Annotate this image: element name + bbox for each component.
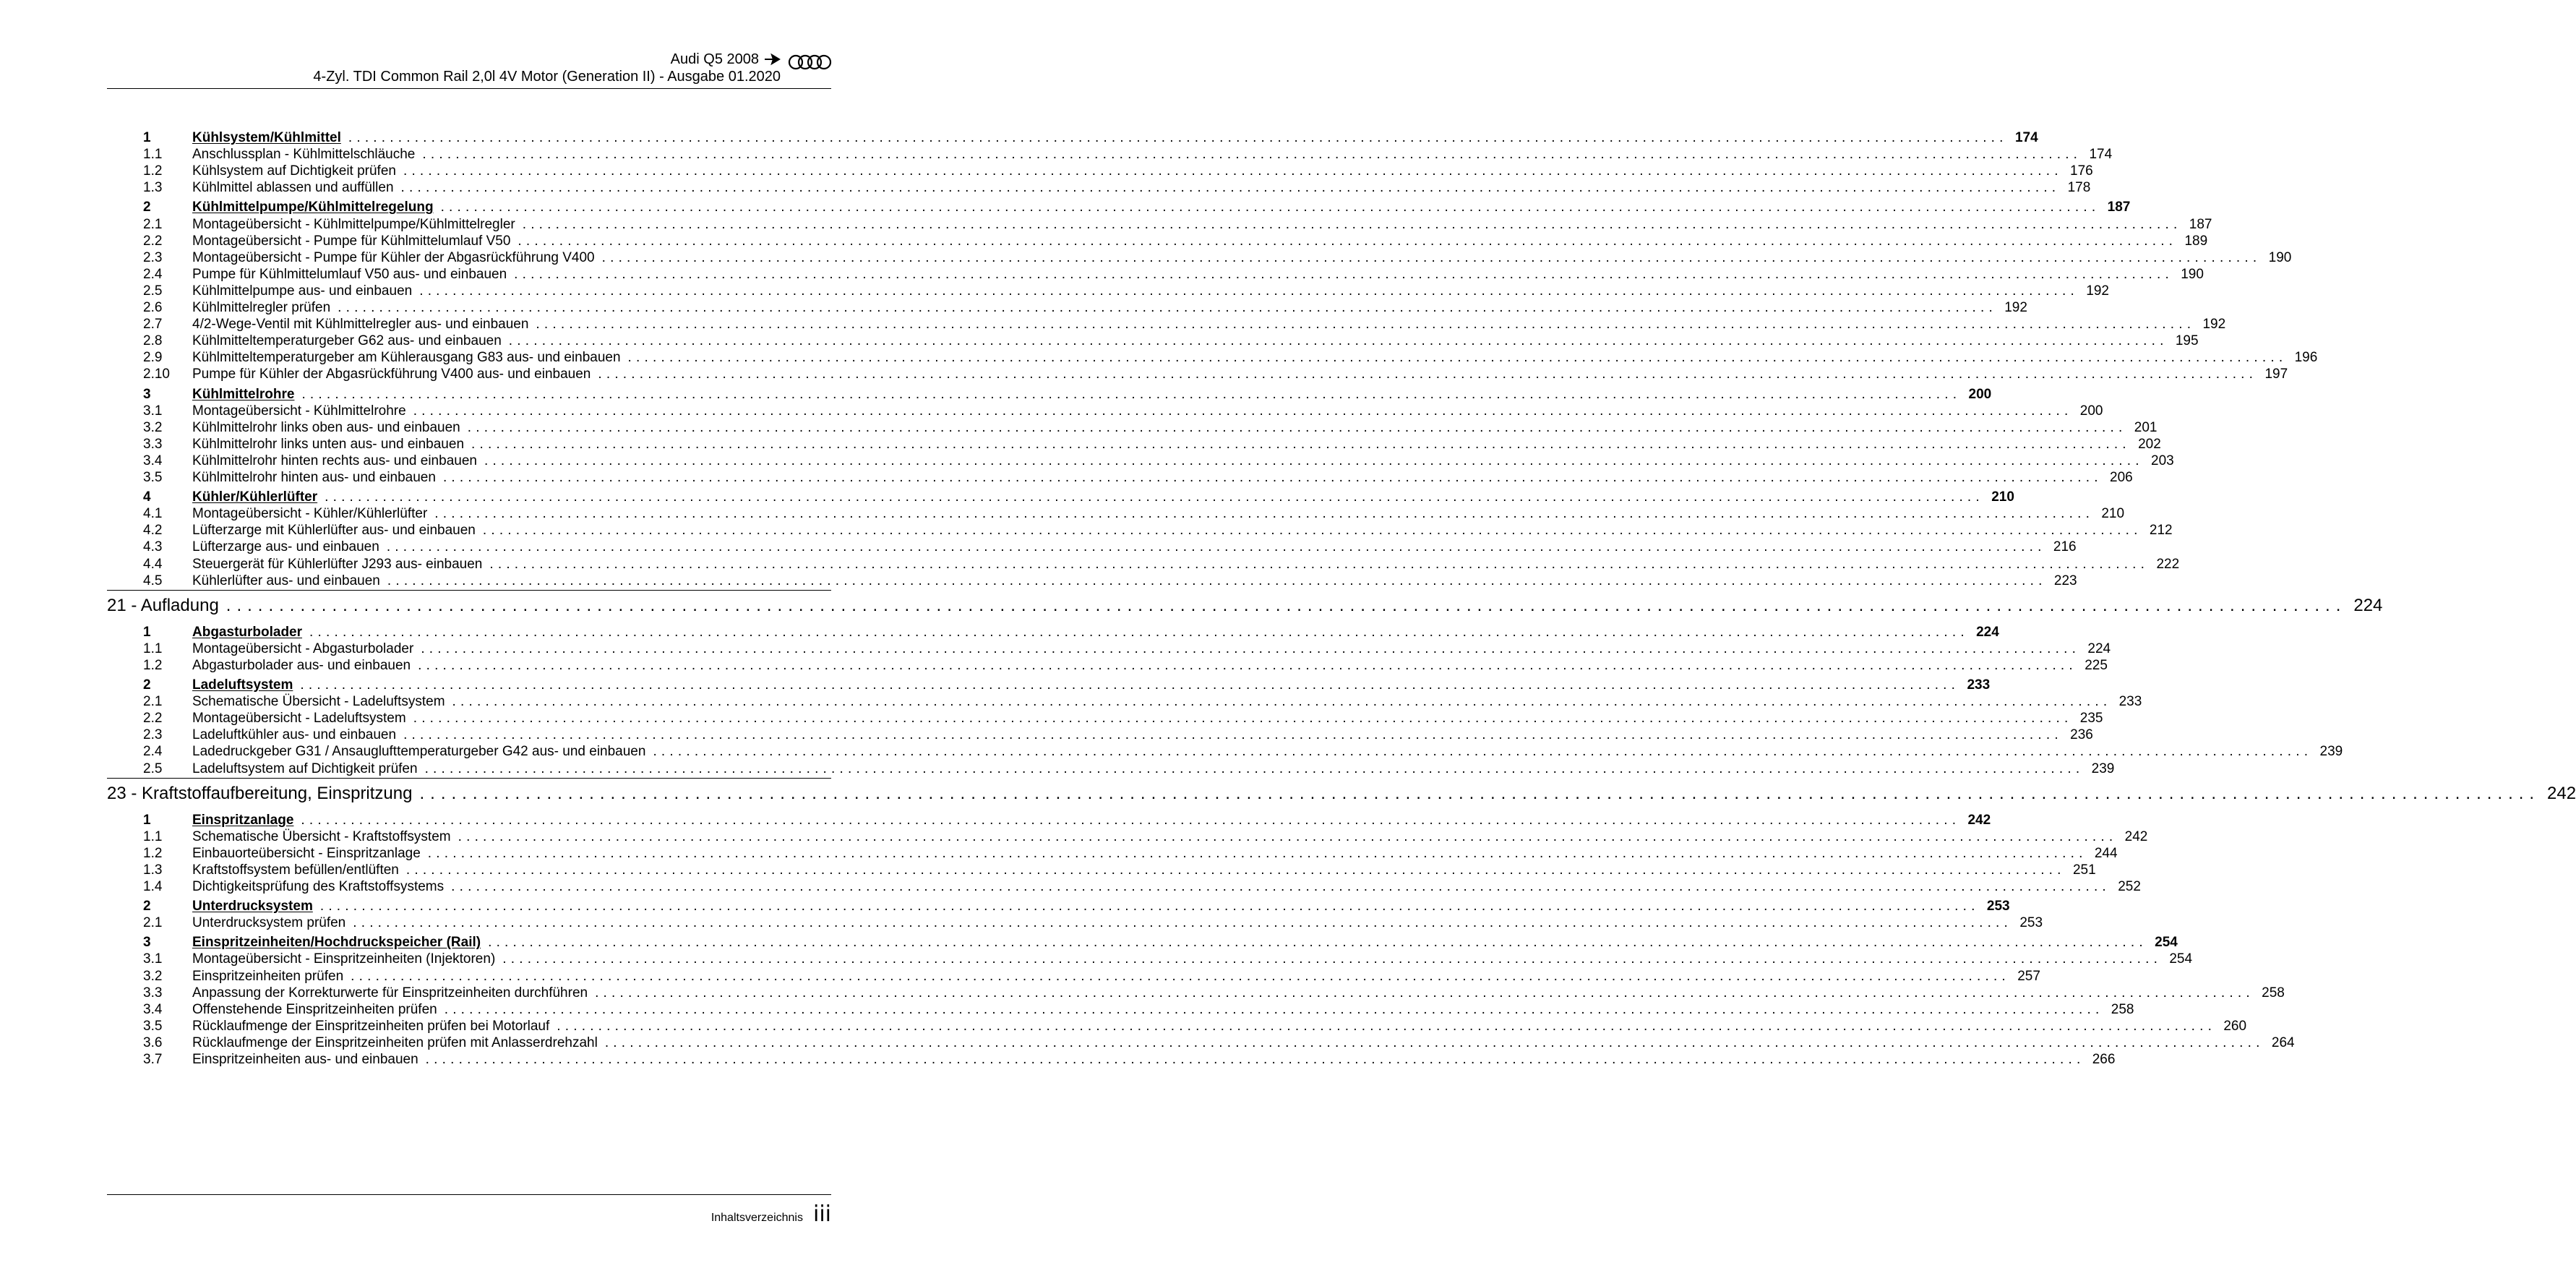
toc-number: 4 [143, 489, 151, 505]
toc-number: 3.5 [143, 470, 163, 485]
toc-entry[interactable] [0, 538, 2077, 557]
toc-number: 3.3 [143, 985, 163, 1001]
toc-title: Lüfterzarge mit Kühlerlüfter aus- und einbauen [192, 523, 476, 539]
toc-leader-dots: ........................................................................................................................................................................................................ [627, 350, 2288, 366]
toc-section[interactable] [0, 897, 2010, 916]
toc-section[interactable] [0, 198, 2131, 217]
toc-page-number: 178 [2067, 180, 2091, 196]
toc-entry[interactable] [0, 521, 2173, 540]
toc-page-number: 254 [2169, 951, 2193, 967]
toc-title: Kühlmittelregler prüfen [192, 300, 331, 315]
toc-title: Kühlmittelpumpe aus- und einbauen [192, 283, 413, 299]
toc-page-number: 192 [2086, 283, 2109, 299]
toc-number: 4.1 [143, 506, 163, 522]
chapter-divider [107, 778, 831, 779]
toc-number: 1.3 [143, 862, 163, 878]
toc-entry[interactable] [0, 878, 2141, 896]
toc-leader-dots: ........................................................................................................................................................................................................ [325, 489, 1984, 505]
toc-leader-dots: ........................................................................................................................................................................................................ [536, 317, 2196, 333]
toc-section[interactable] [0, 623, 1999, 642]
toc-title: Schematische Übersicht - Kraftstoffsystem [192, 828, 451, 844]
toc-page-number: 189 [2184, 233, 2208, 249]
toc-entry[interactable] [0, 950, 2193, 969]
toc-leader-dots: ........................................................................................................................................................................................................ [451, 879, 2111, 894]
toc-entry[interactable] [0, 265, 2204, 284]
toc-leader-dots: ........................................................................................................................................................................................................ [653, 744, 2313, 760]
toc-number: 2.5 [143, 283, 163, 299]
toc-entry[interactable] [0, 828, 2148, 847]
toc-leader-dots: ........................................................................................................................................................................................................ [400, 180, 2061, 196]
toc-leader-dots: ........................................................................................................................................................................................................ [471, 436, 2131, 452]
toc-leader-dots: ........................................................................................................................................................................................................ [348, 130, 2008, 145]
toc-title: Montageübersicht - Kühlmittelrohre [192, 403, 406, 419]
toc-title: Anpassung der Korrekturwerte für Einspritzeinheiten durchführen [192, 985, 588, 1001]
toc-number: 1.2 [143, 657, 163, 673]
toc-leader-dots: ........................................................................................................................................................................................................ [601, 249, 2262, 265]
toc-section[interactable] [0, 488, 2014, 507]
toc-title: Kühlsystem/Kühlmittel [192, 130, 341, 145]
toc-leader-dots: ........................................................................................................................................................................................................ [458, 828, 2118, 844]
toc-leader-dots: ........................................................................................................................................................................................................ [424, 761, 2085, 776]
toc-page-number: 201 [2134, 419, 2158, 435]
toc-page-number: 203 [2151, 453, 2174, 468]
toc-page-number: 242 [2547, 783, 2576, 803]
toc-entry[interactable] [0, 468, 2133, 487]
toc-entry[interactable] [0, 1034, 2295, 1053]
toc-section[interactable] [0, 385, 1992, 404]
toc-number: 3.1 [143, 951, 163, 967]
toc-title: Montageübersicht - Pumpe für Kühler der Abgasrückführung V400 [192, 249, 595, 265]
toc-leader-dots: ........................................................................................................................................................................................................ [386, 539, 2046, 555]
toc-title: Montageübersicht - Kühler/Kühlerlüfter [192, 506, 428, 522]
toc-leader-dots: ........................................................................................................................................................................................................ [452, 694, 2112, 710]
toc-page-number: 190 [2181, 266, 2204, 282]
toc-number: 3.5 [143, 1018, 163, 1034]
toc-entry[interactable] [0, 967, 2040, 986]
toc-entry[interactable] [0, 1050, 2116, 1069]
toc-title: Offenstehende Einspritzeinheiten prüfen [192, 1001, 437, 1017]
toc-page-number: 260 [2223, 1018, 2247, 1034]
toc-entry[interactable] [0, 844, 2118, 863]
toc-leader-dots: ........................................................................................................................................................................................................ [419, 783, 2541, 803]
toc-entry[interactable] [0, 914, 2043, 933]
toc-title: Kühlmittelrohr links oben aus- und einbauen [192, 419, 460, 435]
toc-title: Anschlussplan - Kühlmittelschläuche [192, 147, 416, 163]
toc-page-number: 174 [2014, 130, 2038, 145]
toc-number: 2.5 [143, 761, 163, 776]
footer-divider [107, 1194, 831, 1195]
toc-entry[interactable] [0, 572, 2077, 591]
toc-title: Montageübersicht - Abgasturbolader [192, 641, 414, 656]
toc-number: 2.6 [143, 300, 163, 315]
toc-number: 2.1 [143, 694, 163, 710]
toc-title: Kühlmittel ablassen und auffüllen [192, 180, 394, 196]
toc-title: Kühlmittelrohr hinten aus- und einbauen [192, 470, 436, 485]
toc-title: Ladeluftkühler aus- und einbauen [192, 727, 397, 743]
toc-title: Kraftstoffsystem befüllen/entlüften [192, 862, 399, 878]
toc-leader-dots: ........................................................................................................................................................................................................ [425, 1052, 2085, 1067]
toc-leader-dots: ........................................................................................................................................................................................................ [413, 403, 2073, 419]
toc-number: 1.2 [143, 845, 163, 861]
toc-number: 2.1 [143, 915, 163, 931]
toc-page-number: 224 [2087, 641, 2111, 656]
toc-title: Ladeluftsystem auf Dichtigkeit prüfen [192, 761, 418, 776]
footer-label: Inhaltsverzeichnis [710, 1212, 803, 1224]
toc-number: 1 [143, 130, 151, 145]
toc-leader-dots: ........................................................................................................................................................................................................ [421, 641, 2081, 656]
toc-number: 1.1 [143, 147, 163, 163]
toc-page-number: 200 [2079, 403, 2103, 419]
toc-number: 3.4 [143, 1001, 163, 1017]
toc-leader-dots: ........................................................................................................................................................................................................ [301, 812, 1961, 828]
toc-leader-dots: ........................................................................................................................................................................................................ [422, 147, 2082, 163]
toc-title: Unterdrucksystem prüfen [192, 915, 346, 931]
toc-page-number: 252 [2118, 879, 2141, 894]
toc-title: Pumpe für Kühler der Abgasrückführung V400 aus- und einbauen [192, 367, 591, 382]
toc-leader-dots: ........................................................................................................................................................................................................ [442, 470, 2103, 485]
toc-title: 21 - Aufladung [107, 595, 219, 615]
toc-leader-dots: ........................................................................................................................................................................................................ [518, 233, 2178, 249]
toc-leader-dots: ........................................................................................................................................................................................................ [489, 556, 2150, 572]
toc-number: 3.4 [143, 453, 163, 468]
toc-page-number: 176 [2070, 163, 2093, 179]
toc-page-number: 244 [2094, 845, 2118, 861]
toc-title: Einspritzeinheiten prüfen [192, 968, 344, 984]
toc-entry[interactable] [0, 452, 2174, 471]
toc-page-number: 192 [2004, 300, 2027, 315]
toc-title: Pumpe für Kühlmittelumlauf V50 aus- und einbauen [192, 266, 507, 282]
toc-entry[interactable] [0, 299, 2027, 317]
toc-leader-dots: ........................................................................................................................................................................................................ [514, 266, 2173, 282]
toc-title: Einbauorteübersicht - Einspritzanlage [192, 845, 421, 861]
toc-leader-dots: ........................................................................................................................................................................................................ [300, 677, 1960, 693]
toc-page-number: 257 [2017, 968, 2040, 984]
toc-page-number: 253 [1986, 899, 2010, 914]
toc-entry[interactable] [0, 555, 2180, 574]
toc-leader-dots: ........................................................................................................................................................................................................ [309, 624, 1969, 640]
toc-entry[interactable] [0, 656, 2108, 675]
toc-entry[interactable] [0, 435, 2161, 454]
toc-entry[interactable] [0, 162, 2093, 181]
toc-page-number: 187 [2107, 200, 2131, 215]
toc-title: Ladedruckgeber G31 / Ansauglufttemperaturgeber G42 aus- und einbauen [192, 744, 646, 760]
toc-number: 3.6 [143, 1034, 163, 1050]
header-subtitle: 4-Zyl. TDI Common Rail 2,0l 4V Motor (Generation II) - Ausgabe 01.2020 [313, 69, 781, 85]
header-model: Audi Q5 2008 [670, 51, 759, 67]
toc-leader-dots: ........................................................................................................................................................................................................ [484, 453, 2144, 468]
toc-number: 4.5 [143, 573, 163, 588]
toc-page-number: 258 [2262, 985, 2285, 1001]
toc-title: Rücklaufmenge der Einspritzeinheiten prüfen bei Motorlauf [192, 1018, 550, 1034]
toc-number: 4.2 [143, 523, 163, 539]
toc-title: Kühlmittelpumpe/Kühlmittelregelung [192, 200, 434, 215]
toc-page-number: 212 [2149, 523, 2173, 539]
toc-section[interactable] [0, 676, 1991, 695]
toc-number: 2.2 [143, 233, 163, 249]
toc-leader-dots: ........................................................................................................................................................................................................ [444, 1001, 2104, 1017]
toc-number: 2 [143, 200, 151, 215]
toc-title: Kühlsystem auf Dichtigkeit prüfen [192, 163, 396, 179]
toc-leader-dots: ........................................................................................................................................................................................................ [502, 951, 2163, 967]
toc-page-number: 264 [2271, 1034, 2295, 1050]
toc-leader-dots: ........................................................................................................................................................................................................ [419, 283, 2079, 299]
toc-title: Kühlmittelrohre [192, 386, 295, 402]
toc-title: 4/2-Wege-Ventil mit Kühlmittelregler aus- und einbauen [192, 317, 529, 333]
toc-leader-dots: ........................................................................................................................................................................................................ [403, 163, 2063, 179]
toc-title: Kühlmittelrohr hinten rechts aus- und einbauen [192, 453, 477, 468]
toc-number: 4.3 [143, 539, 163, 555]
toc-number: 3.3 [143, 436, 163, 452]
toc-number: 1 [143, 624, 151, 640]
toc-leader-dots: ........................................................................................................................................................................................................ [488, 935, 2147, 951]
toc-leader-dots: ........................................................................................................................................................................................................ [403, 727, 2063, 743]
toc-entry[interactable] [0, 315, 2226, 334]
toc-leader-dots: ........................................................................................................................................................................................................ [351, 968, 2010, 984]
toc-entry[interactable] [0, 760, 2115, 779]
toc-leader-dots: ........................................................................................................................................................................................................ [387, 573, 2047, 588]
toc-title: Einspritzeinheiten aus- und einbauen [192, 1052, 418, 1067]
toc-number: 2.1 [143, 216, 163, 232]
toc-number: 2 [143, 677, 151, 693]
toc-section[interactable] [0, 129, 2038, 147]
header-divider [107, 88, 831, 89]
toc-leader-dots: ........................................................................................................................................................................................................ [482, 523, 2142, 539]
arrow-right-icon [765, 54, 781, 64]
toc-number: 1.2 [143, 163, 163, 179]
toc-page-number: 190 [2268, 249, 2292, 265]
toc-entry[interactable] [0, 693, 2142, 711]
toc-title: Kühlmitteltemperaturgeber am Kühlerausgang G83 aus- und einbauen [192, 350, 621, 366]
toc-title: 23 - Kraftstoffaufbereitung, Einspritzung [107, 783, 413, 803]
toc-leader-dots: ........................................................................................................................................................................................................ [598, 367, 2258, 382]
toc-title: Kühlmitteltemperaturgeber G62 aus- und einbauen [192, 333, 502, 349]
audi-rings-icon [788, 53, 833, 71]
toc-page-number: 242 [1967, 812, 1991, 828]
toc-title: Dichtigkeitsprüfung des Kraftstoffsystems [192, 879, 445, 894]
toc-leader-dots: ........................................................................................................................................................................................................ [413, 711, 2073, 727]
toc-title: Schematische Übersicht - Ladeluftsystem [192, 694, 445, 710]
toc-entry[interactable] [0, 145, 2113, 164]
toc-leader-dots: ........................................................................................................................................................................................................ [604, 1034, 2264, 1050]
toc-page-number: 223 [2053, 573, 2077, 588]
toc-title: Montageübersicht - Ladeluftsystem [192, 711, 406, 727]
toc-entry[interactable] [0, 215, 2212, 234]
toc-title: Einspritzeinheiten/Hochdruckspeicher (Rail) [192, 935, 481, 951]
toc-page-number: 236 [2070, 727, 2093, 743]
toc-leader-dots: ........................................................................................................................................................................................................ [467, 419, 2127, 435]
toc-entry[interactable] [0, 232, 2208, 251]
toc-leader-dots: ........................................................................................................................................................................................................ [405, 862, 2066, 878]
toc-page-number: 233 [2118, 694, 2142, 710]
toc-entry[interactable] [0, 365, 2288, 384]
toc-page-number: 206 [2110, 470, 2133, 485]
toc-number: 1.1 [143, 641, 163, 656]
toc-number: 2.3 [143, 727, 163, 743]
toc-page-number: 195 [2175, 333, 2199, 349]
footer-page-number: iii [812, 1201, 831, 1227]
toc-title: Steuergerät für Kühlerlüfter J293 aus- einbauen [192, 556, 483, 572]
toc-chapter[interactable] [0, 783, 2576, 808]
toc-leader-dots: ........................................................................................................................................................................................................ [418, 657, 2077, 673]
toc-page-number: 242 [2124, 828, 2148, 844]
toc-page-number: 225 [2085, 657, 2108, 673]
toc-leader-dots: ........................................................................................................................................................................................................ [434, 506, 2095, 522]
toc-entry[interactable] [0, 282, 2109, 301]
toc-page-number: 239 [2091, 761, 2115, 776]
toc-page-number: 258 [2111, 1001, 2134, 1017]
toc-leader-dots: ........................................................................................................................................................................................................ [338, 300, 1997, 315]
toc-page-number: 251 [2072, 862, 2096, 878]
toc-entry[interactable] [0, 1001, 2134, 1019]
toc-number: 2.4 [143, 266, 163, 282]
toc-number: 1 [143, 812, 151, 828]
toc-entry[interactable] [0, 709, 2103, 728]
toc-page-number: 202 [2138, 436, 2161, 452]
toc-leader-dots: ........................................................................................................................................................................................................ [226, 595, 2347, 615]
toc-entry[interactable] [0, 726, 2093, 745]
toc-number: 2.9 [143, 350, 163, 366]
toc-number: 3.1 [143, 403, 163, 419]
toc-page-number: 235 [2079, 711, 2103, 727]
toc-number: 3.7 [143, 1052, 163, 1067]
toc-leader-dots: ........................................................................................................................................................................................................ [353, 915, 2013, 931]
toc-title: Einspritzanlage [192, 812, 294, 828]
toc-page-number: 196 [2294, 350, 2318, 366]
toc-number: 1.3 [143, 180, 163, 196]
toc-number: 3 [143, 386, 151, 402]
toc-number: 2.7 [143, 317, 163, 333]
toc-page-number: 200 [1968, 386, 1992, 402]
toc-number: 3 [143, 935, 151, 951]
toc-title: Kühlmittelrohr links unten aus- und einbauen [192, 436, 465, 452]
toc-page-number: 192 [2202, 317, 2226, 333]
toc-entry[interactable] [0, 249, 2292, 267]
toc-leader-dots: ........................................................................................................................................................................................................ [319, 899, 1980, 914]
toc-page-number: 187 [2189, 216, 2212, 232]
page-header [313, 51, 781, 85]
toc-number: 2.8 [143, 333, 163, 349]
toc-section[interactable] [0, 811, 1991, 830]
toc-number: 3.2 [143, 968, 163, 984]
toc-page-number: 222 [2156, 556, 2180, 572]
toc-entry[interactable] [0, 402, 2103, 421]
toc-page-number: 253 [2019, 915, 2043, 931]
toc-leader-dots: ........................................................................................................................................................................................................ [522, 216, 2182, 232]
toc-entry[interactable] [0, 332, 2199, 351]
toc-page-number: 210 [2101, 506, 2125, 522]
toc-number: 2.10 [143, 367, 170, 382]
toc-leader-dots: ........................................................................................................................................................................................................ [301, 386, 1962, 402]
toc-entry[interactable] [0, 1017, 2247, 1036]
chapter-divider [107, 590, 831, 591]
toc-number: 4.4 [143, 556, 163, 572]
toc-title: Rücklaufmenge der Einspritzeinheiten prüfen mit Anlasserdrehzahl [192, 1034, 598, 1050]
toc-title: Abgasturbolader [192, 624, 303, 640]
toc-number: 3.2 [143, 419, 163, 435]
toc-number: 1.1 [143, 828, 163, 844]
toc-title: Montageübersicht - Einspritzeinheiten (Injektoren) [192, 951, 496, 967]
toc-chapter[interactable] [0, 595, 2383, 620]
toc-title: Montageübersicht - Kühlmittelpumpe/Kühlmittelregler [192, 216, 515, 232]
toc-page-number: 254 [2155, 935, 2178, 951]
toc-title: Kühlerlüfter aus- und einbauen [192, 573, 380, 588]
toc-page-number: 233 [1967, 677, 1991, 693]
toc-entry[interactable] [0, 861, 2096, 880]
toc-entry[interactable] [0, 348, 2318, 367]
toc-leader-dots: ........................................................................................................................................................................................................ [427, 845, 2087, 861]
toc-entry[interactable] [0, 419, 2158, 437]
toc-page-number: 266 [2092, 1052, 2116, 1067]
toc-leader-dots: ........................................................................................................................................................................................................ [595, 985, 2254, 1001]
toc-page-number: 239 [2319, 744, 2343, 760]
toc-leader-dots: ........................................................................................................................................................................................................ [557, 1018, 2217, 1034]
toc-page-number: 197 [2264, 367, 2288, 382]
toc-entry[interactable] [0, 742, 2343, 761]
toc-title: Lüfterzarge aus- und einbauen [192, 539, 379, 555]
toc-leader-dots: ........................................................................................................................................................................................................ [440, 200, 2100, 215]
toc-entry[interactable] [0, 984, 2285, 1003]
toc-entry[interactable] [0, 640, 2111, 659]
toc-page-number: 224 [2353, 595, 2383, 615]
toc-title: Kühler/Kühlerlüfter [192, 489, 318, 505]
header-model-line [313, 51, 781, 68]
toc-entry[interactable] [0, 179, 2091, 197]
toc-number: 2.4 [143, 744, 163, 760]
toc-title: Abgasturbolader aus- und einbauen [192, 657, 411, 673]
toc-entry[interactable] [0, 505, 2125, 523]
toc-title: Montageübersicht - Pumpe für Kühlmittelumlauf V50 [192, 233, 511, 249]
toc-title: Ladeluftsystem [192, 677, 293, 693]
toc-number: 2.3 [143, 249, 163, 265]
toc-section[interactable] [0, 933, 2178, 952]
toc-title: Unterdrucksystem [192, 899, 313, 914]
toc-page-number: 216 [2053, 539, 2077, 555]
toc-leader-dots: ........................................................................................................................................................................................................ [508, 333, 2168, 349]
toc-page-number: 174 [2089, 147, 2113, 163]
toc-number: 1.4 [143, 879, 163, 894]
page-footer [711, 1201, 831, 1227]
toc-page-number: 224 [1976, 624, 1999, 640]
toc-page-number: 210 [1991, 489, 2014, 505]
toc-number: 2 [143, 899, 151, 914]
toc-number: 2.2 [143, 711, 163, 727]
